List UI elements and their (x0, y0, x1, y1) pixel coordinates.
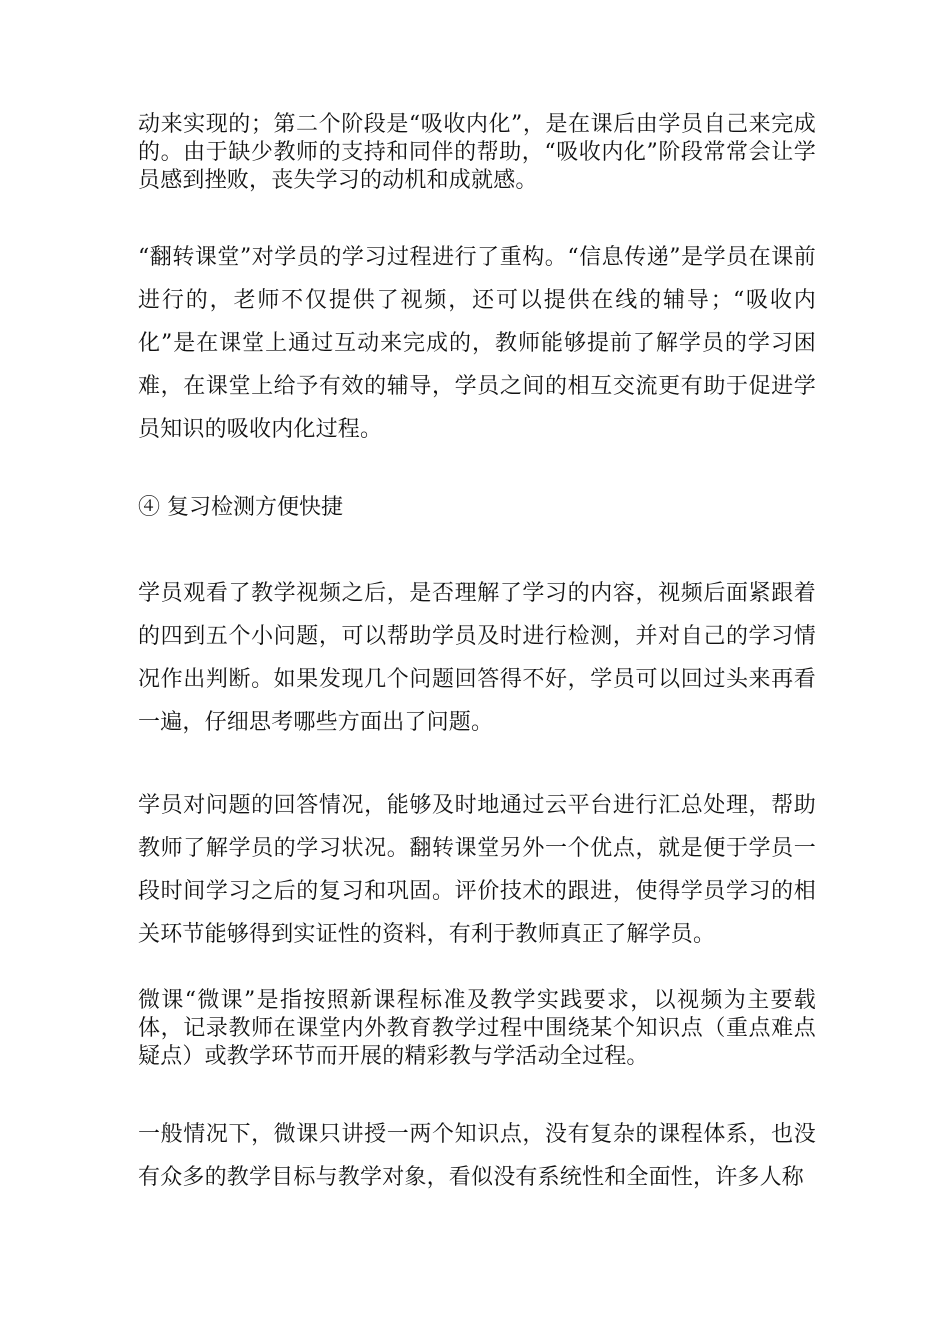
paragraph-2: “翻转课堂”对学员的学习过程进行了重构。“信息传递”是学员在课前进行的，老师不仅提供了视频，还可以提供在线的辅导；“吸收内化”是在课堂上通过互动来完成的，教师能够提前了解学员的学习困难，在课堂上给予有效的辅导，学员之间的相互交流更有助于促进学员知识的吸收内化过程。 (138, 245, 816, 442)
paragraph-4: 学员对问题的回答情况，能够及时地通过云平台进行汇总处理，帮助教师了解学员的学习状况。翻转课堂另外一个优点，就是便于学员一段时间学习之后的复习和巩固。评价技术的跟进，使得学员学习的相关环节能够得到实证性的资料，有利于教师真正了解学员。 (138, 793, 816, 947)
paragraph-5: 微课“微课”是指按照新课程标准及教学实践要求，以视频为主要载体，记录教师在课堂内外教育教学过程中围绕某个知识点（重点难点疑点）或教学环节而开展的精彩教与学活动全过程。 (138, 988, 816, 1069)
paragraph-3: 学员观看了教学视频之后，是否理解了学习的内容，视频后面紧跟着的四到五个小问题，可以帮助学员及时进行检测，并对自己的学习情况作出判断。如果发现几个问题回答得不好，学员可以回过头来再看一遍，仔细思考哪些方面出了问题。 (138, 581, 816, 735)
paragraph-6: 一般情况下，微课只讲授一两个知识点，没有复杂的课程体系，也没有众多的教学目标与教学对象，看似没有系统性和全面性，许多人称 (138, 1122, 816, 1190)
section-heading: ④ 复习检测方便快捷 (138, 495, 343, 520)
paragraph-1: 动来实现的；第二个阶段是“吸收内化”，是在课后由学员自己来完成的。由于缺少教师的支持和同伴的帮助，“吸收内化”阶段常常会让学员感到挫败，丧失学习的动机和成就感。 (138, 112, 816, 193)
